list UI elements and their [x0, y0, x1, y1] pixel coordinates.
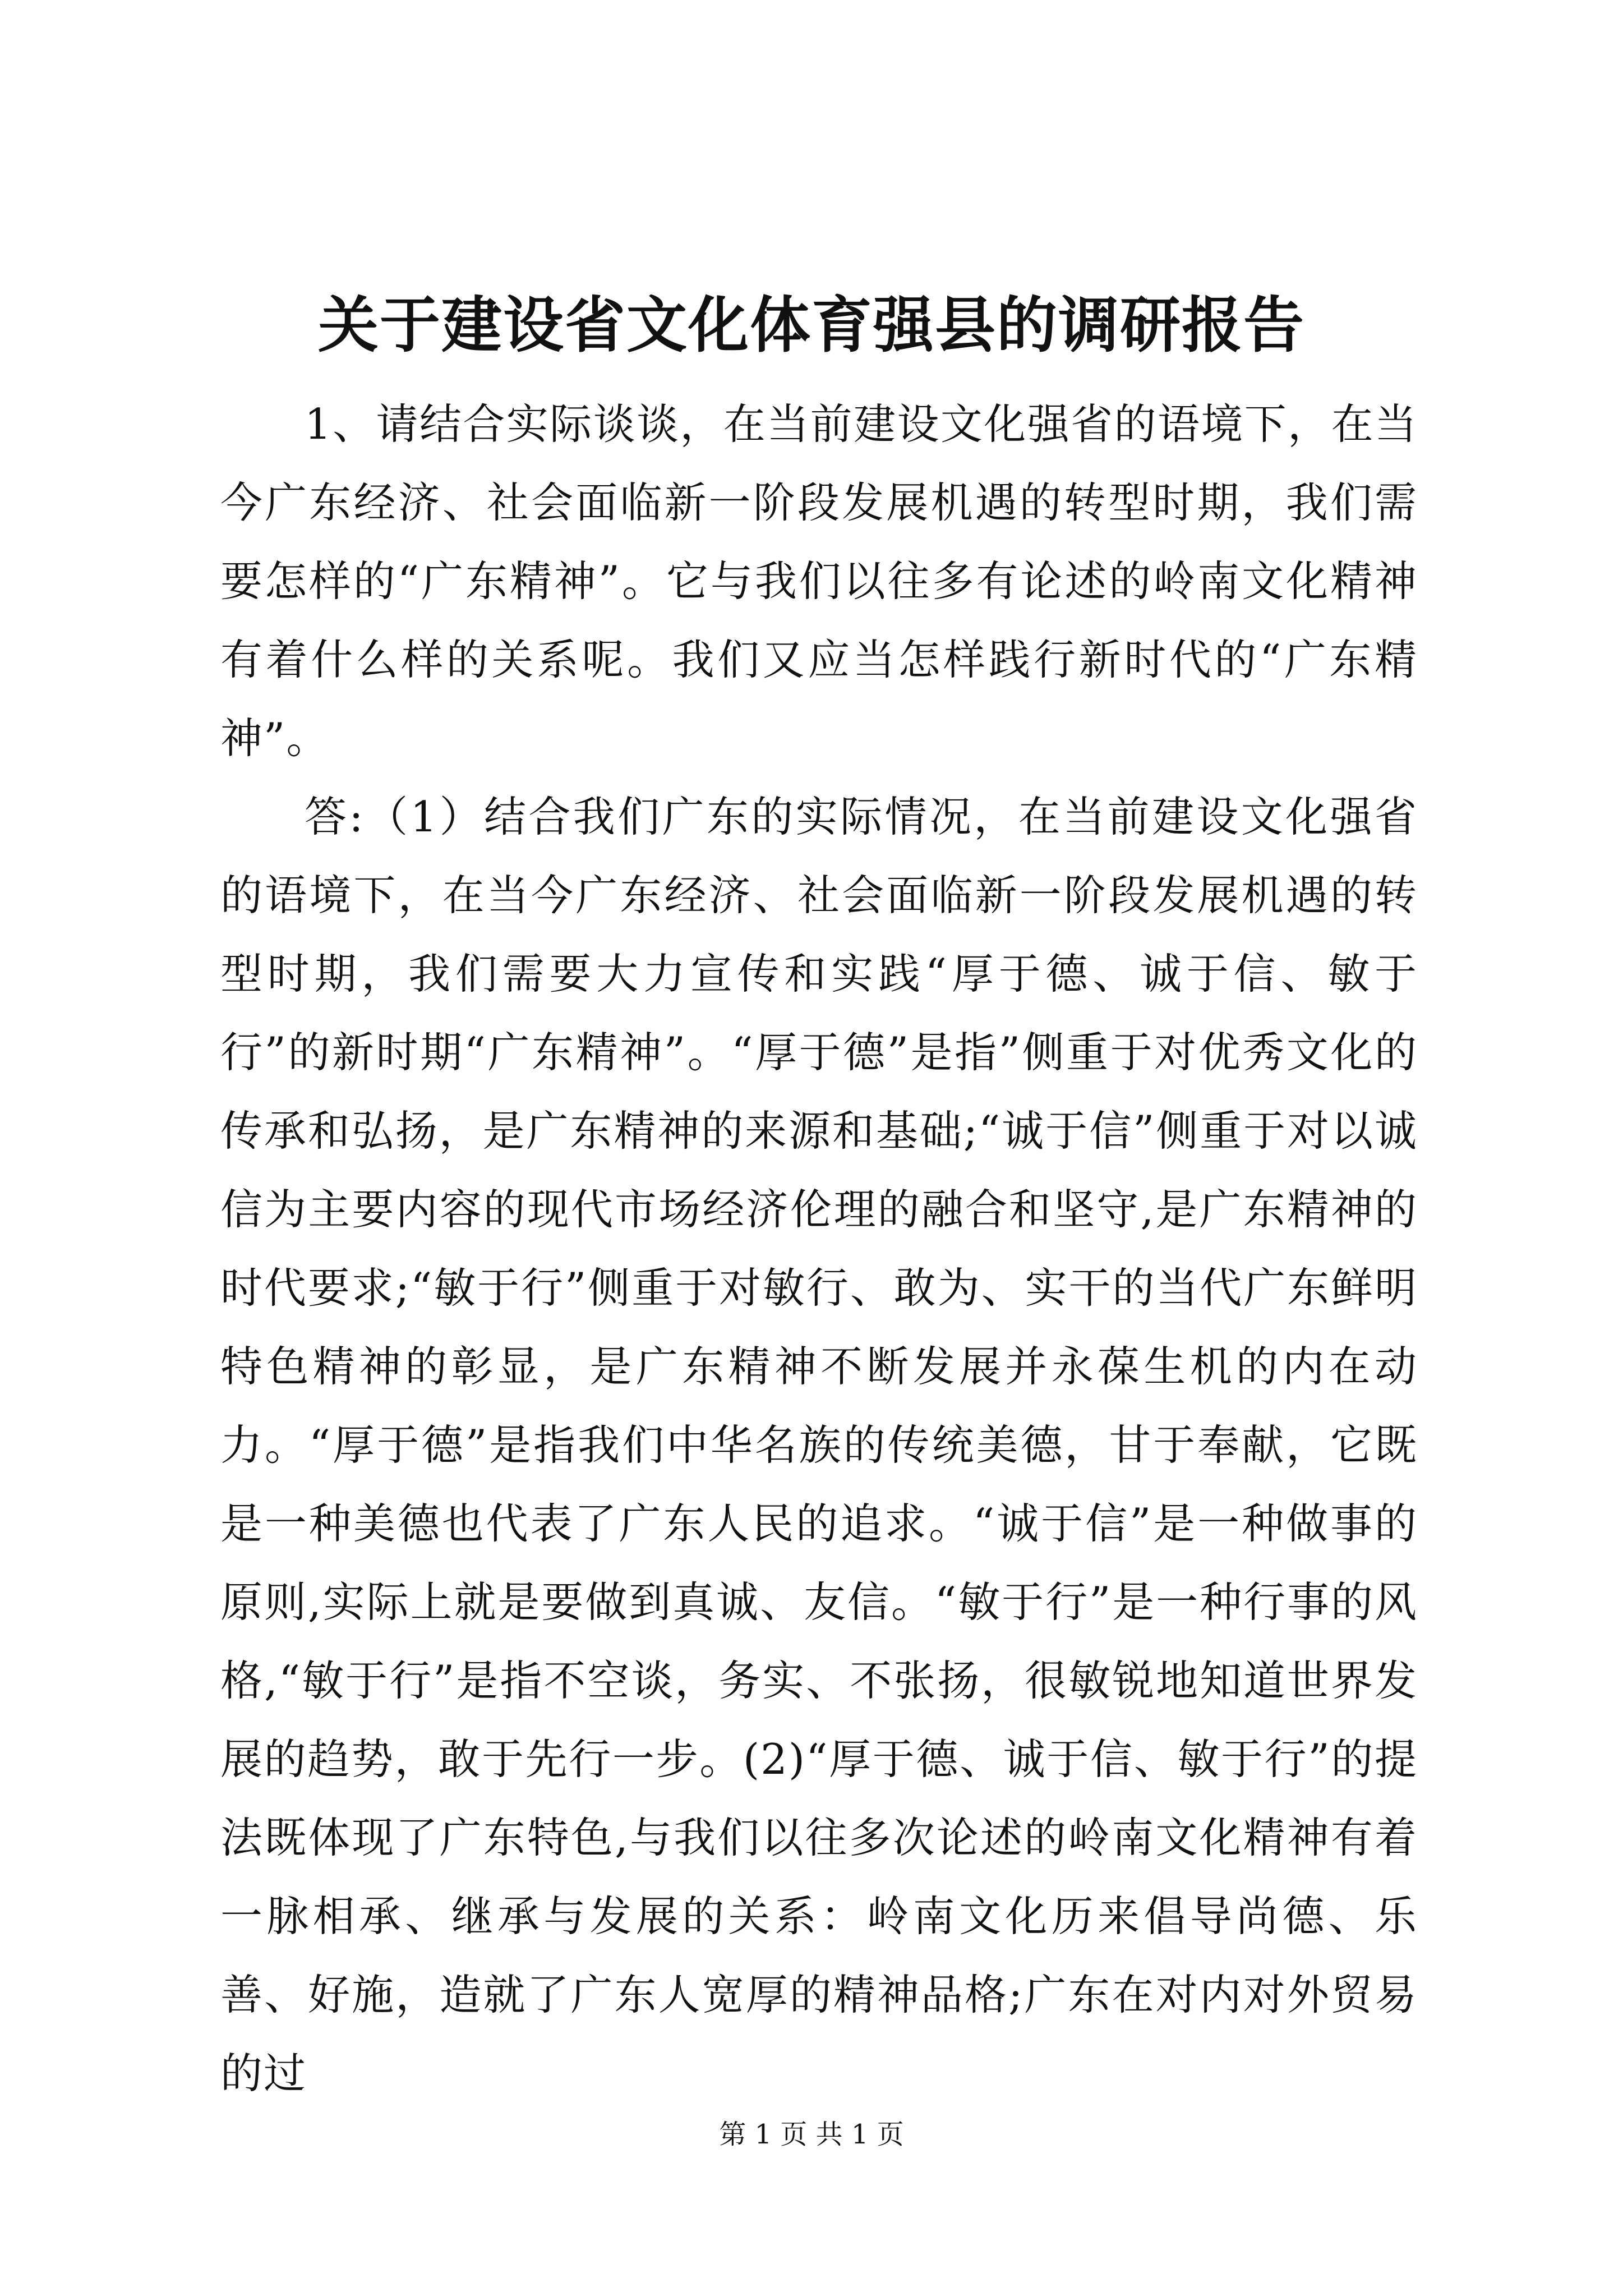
- page-footer: 第 1 页 共 1 页: [719, 2119, 904, 2150]
- paragraph-answer: 答:（1）结合我们广东的实际情况，在当前建设文化强省的语境下，在当今广东经济、社会面临新一阶段发展机遇的转型时期，我们需要大力宣传和实践“厚于德、诚于信、敏于行”的新时期“广东精神”。“厚于德”是指”侧重于对优秀文化的传承和弘扬，是广东精神的来源和基础;“诚于信”侧重于对以诚信为主要内容的现代市场经济伦理的融合和坚守,是广东精神的时代要求;“敏于行”侧重于对敏行、敢为、实干的当代广东鲜明特色精神的彰显，是广东精神不断发展并永葆生机的内在动力。“厚于德”是指我们中华名族的传统美德，甘于奉献，它既是一种美德也代表了广东人民的追求。“诚于信”是一种做事的原则,实际上就是要做到真诚、友信。“敏于行”是一种行事的风格,“敏于行”是指不空谈，务实、不张扬，很敏锐地知道世界发展的趋势，敢于先行一步。(2)“厚于德、诚于信、敏于行”的提法既体现了广东特色,与我们以往多次论述的岭南文化精神有着一脉相承、继承与发展的关系：岭南文化历来倡导尚德、乐善、好施，造就了广东人宽厚的精神品格;广东在对内对外贸易的过: [220, 792, 1418, 2098]
- document-body: [220, 385, 1418, 2113]
- paragraph-question: 1、请结合实际谈谈，在当前建设文化强省的语境下，在当今广东经济、社会面临新一阶段发展机遇的转型时期，我们需要怎样的“广东精神”。它与我们以往多有论述的岭南文化精神有着什么样的关系呢。我们又应当怎样践行新时代的“广东精神”。: [220, 399, 1418, 763]
- document-title: 关于建设省文化体育强县的调研报告: [317, 290, 1305, 361]
